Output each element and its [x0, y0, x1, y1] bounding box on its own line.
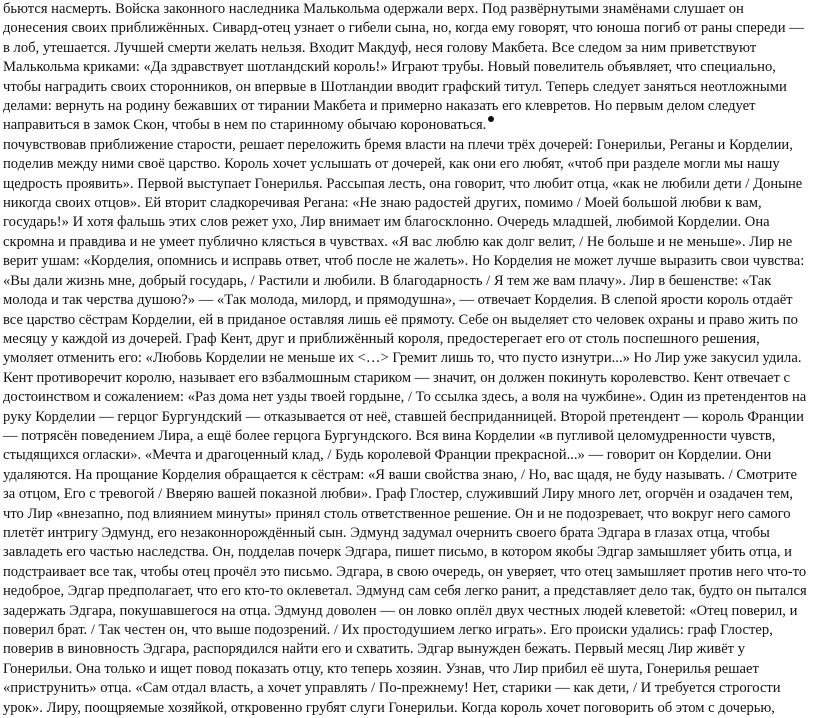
document-page	[3, 0, 811, 718]
paragraph-macbeth-ending-text: бьются насмерть. Войска законного наследника Малькольма одержали верх. Под развёрнутыми знамёнами слушает он донесения своих приближённых. Сивард-отец узнает о гибели сына, но, когда ему говорят, что юноша погиб от раны спереди — в лоб, утешается. Лучшей смерти желать нельзя. Входит Макдуф, неся голову Макбета. Все следом за ним приветствуют Малькольма криками: «Да здравствует шотландский король!» Играют трубы. Новый повелитель объявляет, что специально, чтобы наградить своих сторонников, он впервые в Шотландии вводит графский титул. Теперь следует заняться неотложными делами: вернуть на родину бежавших от тирании Макбета и примерно наказать его клевретов. Но первым делом следует направиться в замок Скон, чтобы в нем по старинному обычаю короноваться.	[3, 1, 804, 134]
paragraph-king-lear: почувствовав приближение старости, решает переложить бремя власти на плечи трёх дочерей: Гонерильи, Реганы и Корделии, поделив между ними своё царство. Король хочет услышать от дочерей, как они его любят, «чтоб при разделе могли мы нашу щедрость проявить». Первой выступает Гонерилья. Рассыпая лесть, она говорит, что любит отца, «как не любили дети / Доныне никогда своих отцов». Ей вторит сладкоречивая Регана: «Не знаю радостей других, помимо / Моей большой любви к вам, государь!» И хотя фальшь этих слов режет ухо, Лир внимает им благосклонно. Очередь младшей, любимой Корделии. Она скромна и правдива и не умеет публично клясться в чувствах. «Я вас люблю как долг велит, / Не больше и не меньше». Лир не верит ушам: «Корделия, опомнись и исправь ответ, чтоб после не жалеть». Но Корделия не может лучше выразить свои чувства: «Вы дали жизнь мне, добрый государь, / Растили и любили. В благодарность / Я тем же вам плачу». Лир в бешенстве: «Так молода и так черства душою?» — «Так молода, милорд, и прямодушна», — отвечает Корделия. В слепой ярости король отдаёт все царство сёстрам Корделии, ей в приданое оставляя лишь её прямоту. Себе он выделяет сто человек охраны и право жить по месяцу у каждой из дочерей. Граф Кент, друг и приближённый короля, предостерегает его от столь поспешного решения, умоляет отменить его: «Любовь Корделии не меньше их <…> Гремит лишь то, что пусто изнутри...» Но Лир уже закусил удила. Кент противоречит королю, называет его взбалмошным стариком — значит, он должен покинуть королевство. Кент отвечает с достоинством и сожалением: «Раз дома нет узды твоей гордыне, / То ссылка здесь, а воля на чужбине». Один из претендентов на руку Корделии — герцог Бургундский — отказывается от неё, ставшей бесприданницей. Второй претендент — король Франции — потрясён поведением Лира, а ещё более герцога Бургундского. Вся вина Корделии «в пугливой целомудренности чувств, стыдящихся огласки». «Мечта и драгоценный клад, / Будь королевой Франции прекрасной...» — говорит он Корделии. Они удаляются. На прощание Корделия обращается к сёстрам: «Я ваши свойства знаю, / Но, вас щадя, не буду называть. / Смотрите за отцом, Его с тревогой / Вверяю вашей показной любви». Граф Глостер, служивший Лиру много лет, огорчён и озадачен тем, что Лир «внезапно, под влиянием минуты» принял столь ответственное решение. Он и не подозревает, что вокруг него самого плетёт интригу Эдмунд, его незаконнорождённый сын. Эдмунд задумал очернить своего брата Эдгара в глазах отца, чтобы завладеть его частью наследства. Он, подделав почерк Эдгара, пишет письмо, в котором якобы Эдгар замышляет убить отца, и подстраивает все так, чтобы отец прочёл это письмо. Эдгара, в свою очередь, он уверяет, что отец замышляет против него что-то недоброе, Эдгар предполагает, что его кто-то оклеветал. Эдмунд сам себя легко ранит, а представляет дело так, будто он пытался задержать Эдгара, покушавшегося на отца. Эдмунд доволен — он ловко оплёл двух честных людей клеветой: «Отец поверил, и поверил брат. / Так честен он, что выше подозрений. / Их простодушием легко играть». Его происки удались: граф Глостер, поверив в виновность Эдгара, распорядился найти его и схватить. Эдгар вынужден бежать. Первый месяц Лир живёт у Гонерильи. Она только и ищет повод показать отцу, кто теперь хозяин. Узнав, что Лир прибил её шута, Гонерилья решает «приструнить» отца. «Сам отдал власть, а хочет управлять / По-прежнему! Нет, старики — как дети, / И требуется строгости урок». Лиру, поощряемые хозяйкой, откровенно грубят слуги Гонерильи. Когда король хочет поговорить об этом с дочерью,	[3, 136, 807, 716]
bullet-mark	[488, 116, 494, 122]
paragraph-macbeth-ending	[3, 0, 811, 136]
